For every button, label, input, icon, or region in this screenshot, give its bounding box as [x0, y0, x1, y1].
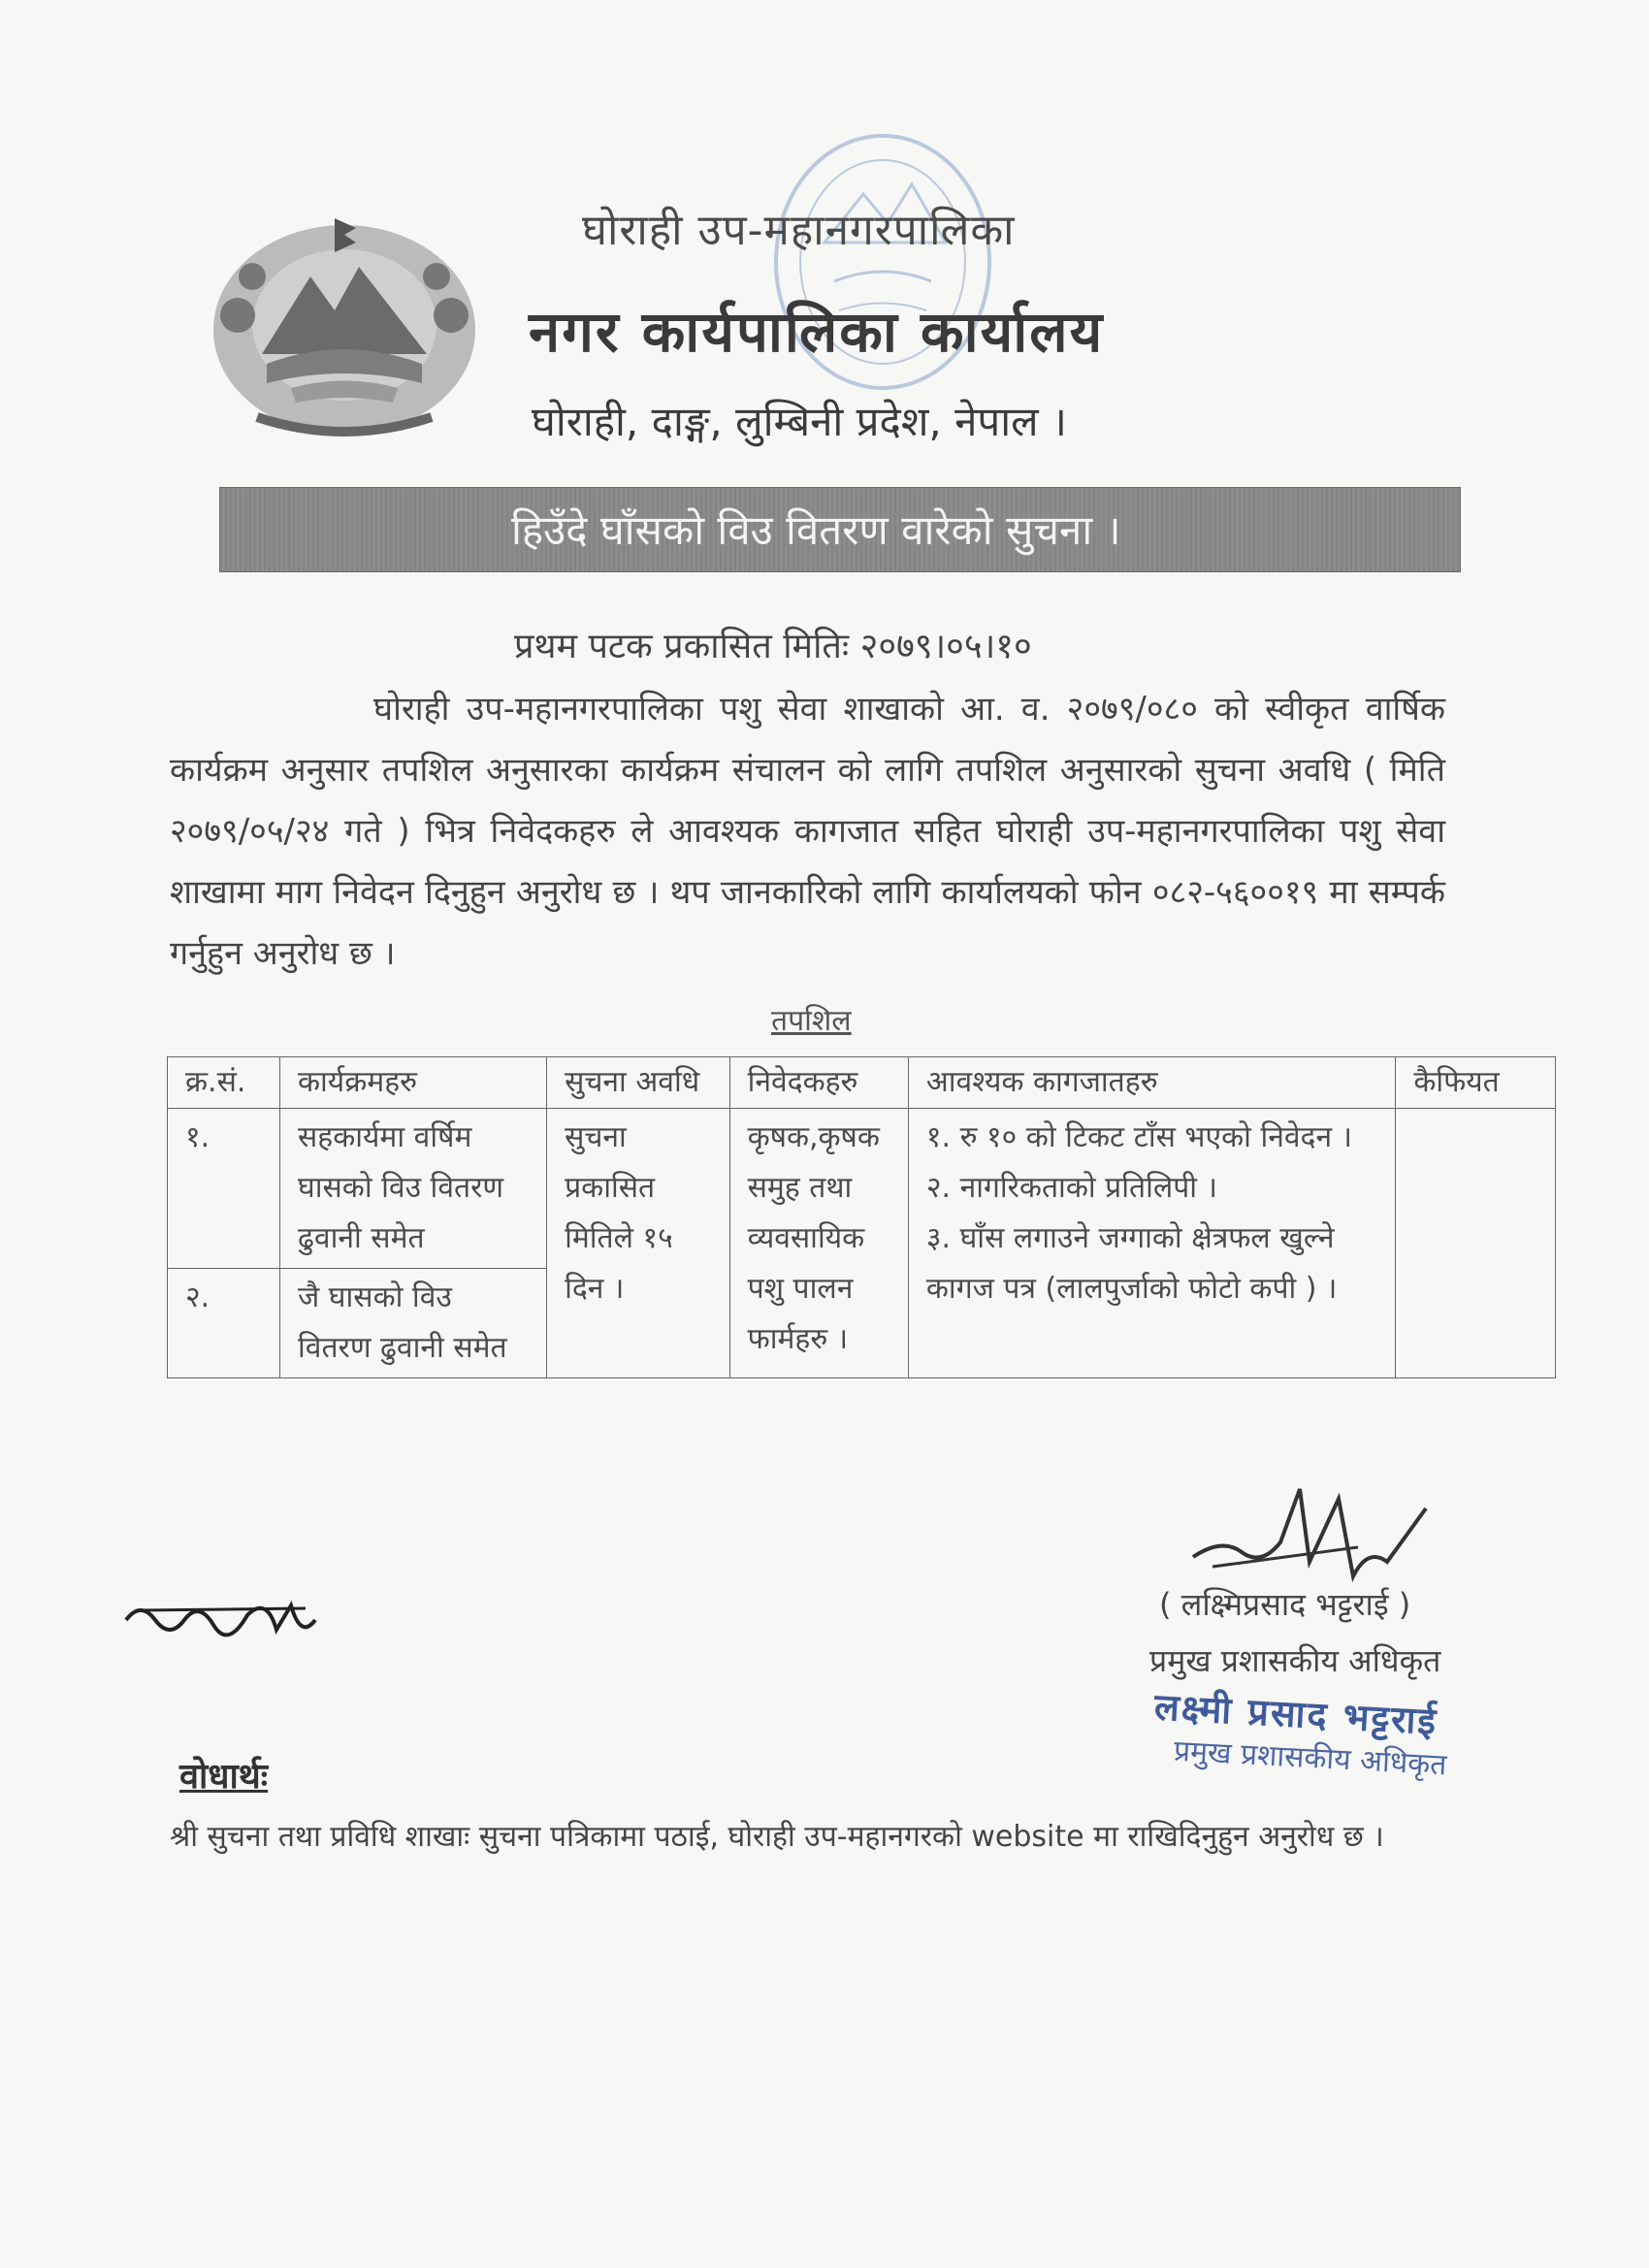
- cell-applicants: कृषक,कृषक समुह तथा व्यवसायिक पशु पालन फार्महरु ।: [729, 1109, 908, 1378]
- office-address: घोराही, दाङ्ग, लुम्बिनी प्रदेश, नेपाल ।: [532, 398, 1067, 445]
- stamp-signatory-post: प्रमुख प्रशासकीय अधिकृत: [1173, 1733, 1448, 1783]
- document-item: ३. घाँस लगाउने जग्गाको क्षेत्रफल खुल्ने कागज पत्र (लालपुर्जाको फोटो कपी ) ।: [925, 1221, 1338, 1306]
- cell-program: सहकार्यमा वर्षिम घासको विउ वितरण ढुवानी समेत: [280, 1109, 547, 1269]
- col-header-applicants: निवेदकहरु: [729, 1057, 908, 1109]
- cell-program: जै घासको विउ वितरण ढुवानी समेत: [280, 1269, 547, 1378]
- stamp-signatory-name: लक्ष्मी प्रसाद भट्टराई: [1152, 1685, 1439, 1743]
- col-header-documents: आवश्यक कागजातहरु: [908, 1057, 1395, 1109]
- cell-documents: [908, 1109, 1395, 1378]
- cell-sn: २.: [168, 1269, 280, 1378]
- col-header-period: सुचना अवधि: [547, 1057, 729, 1109]
- signatory-name: ( लक्ष्मिप्रसाद भट्टराई ): [1159, 1586, 1411, 1623]
- municipality-name: घोराही उप-महानगरपालिका: [582, 206, 1016, 255]
- table-caption: तपशिल: [771, 1004, 852, 1038]
- signatory-post: प्रमुख प्रशासकीय अधिकृत: [1149, 1642, 1441, 1679]
- cell-remarks: [1396, 1109, 1556, 1378]
- col-header-remarks: कैफियत: [1396, 1057, 1556, 1109]
- cell-sn: १.: [168, 1109, 280, 1269]
- table-header-row: [168, 1057, 1556, 1109]
- published-date: प्रथम पटक प्रकासित मितिः २०७९।०५।१०: [514, 627, 1032, 666]
- notice-title-banner: [219, 487, 1461, 572]
- cc-text: श्री सुचना तथा प्रविधि शाखाः सुचना पत्रिकामा पठाई, घोराही उप-महानगरको website मा राखिदिनुहुन अनुरोध छ ।: [170, 1820, 1384, 1854]
- notice-title: हिउँदे घाँसको विउ वितरण वारेको सुचना ।: [511, 506, 1121, 554]
- document-item: २. नागरिकताको प्रतिलिपी ।: [925, 1171, 1217, 1205]
- notice-body: घोराही उप-महानगरपालिका पशु सेवा शाखाको आ. व. २०७९/०८० को स्वीकृत वार्षिक कार्यक्रम अनुसार तपशिल अनुसारका कार्यक्रम संचालन को लागि तपशिल अनुसारको सुचना अवधि ( मिति २०७९/०५/२४ गते ) भित्र निवेदकहरु ले आवश्यक कागजात सहित घोराही उप-महानगरपालिका पशु सेवा शाखामा माग निवेदन दिनुहुन अनुरोध छ । थप जानकारिको लागि कार्यालयको फोन ०८२-५६००१९ मा सम्पर्क गर्नुहुन अनुरोध छ ।: [170, 690, 1445, 973]
- table-row: [168, 1109, 1556, 1269]
- cell-period: सुचना प्रकासित मितिले १५ दिन ।: [547, 1109, 729, 1378]
- left-signature-icon: [121, 1581, 325, 1659]
- office-name: नगर कार्यपालिका कार्यालय: [529, 299, 1105, 365]
- cc-heading: वोधार्थः: [179, 1757, 269, 1797]
- col-header-program: कार्यक्रमहरु: [280, 1057, 547, 1109]
- schedule-table: [167, 1056, 1556, 1378]
- col-header-sn: क्र.सं.: [168, 1057, 280, 1109]
- nepal-emblem-icon: [199, 209, 490, 441]
- document-item: १. रु १० को टिकट टाँस भएको निवेदन ।: [925, 1120, 1353, 1154]
